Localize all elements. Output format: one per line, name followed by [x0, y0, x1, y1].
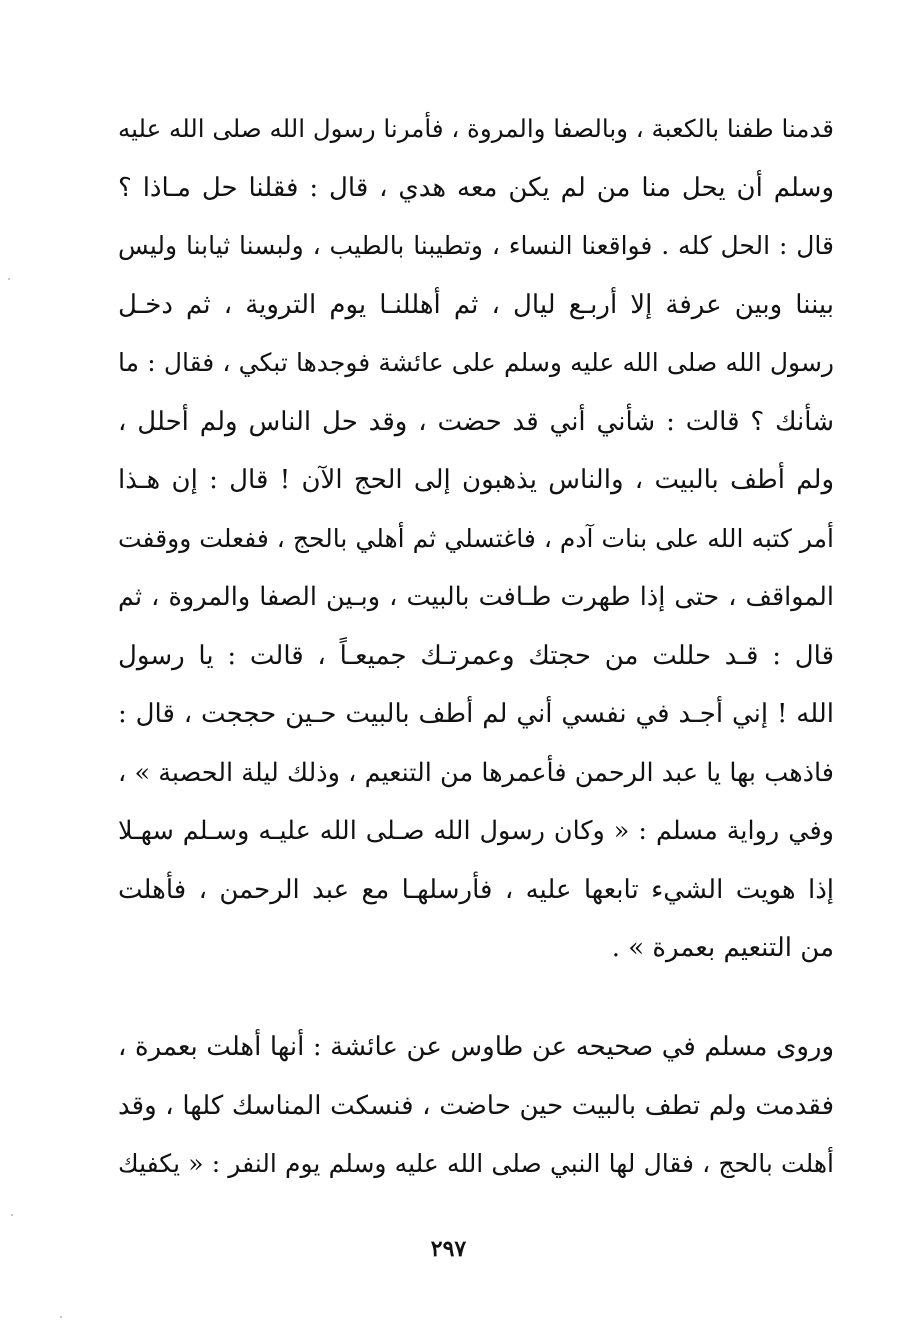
text-line: قال : الحل كله . فواقعنا النساء ، وتطيبنا بالطيب ، ولبسنا ثيابنا وليس: [118, 231, 834, 260]
text-line: وروى مسلم في صحيحه عن طاوس عن عائشة : أنها أهلت بعمرة ،: [118, 1032, 834, 1062]
text-line: قال : قـد حللت من حجتك وعمرتـك جميعـاً ، قالت : يا رسول: [118, 640, 834, 671]
text-line: وسلم أن يحل منا من لم يكن معه هدي ، قال : فقلنا حل مـاذا ؟: [118, 172, 834, 203]
text-line: وفي رواية مسلم : « وكان رسول الله صـلى الله عليـه وسـلم سهـلا: [118, 816, 834, 846]
page-number: ٢٩٧: [430, 1236, 467, 1262]
text-line: فقدمت ولم تطف بالبيت حين حاضت ، فنسكت المناسك كلها ، وقد: [118, 1090, 834, 1121]
text-line: رسول الله صلى الله عليه وسلم على عائشة فوجدها تبكي ، فقال : ما: [118, 348, 834, 377]
paragraph-hadith-narration: [118, 100, 834, 978]
text-line: بيننا وبين عرفة إلا أربـع ليال ، ثم أهللنـا يوم التروية ، ثم دخـل: [118, 289, 834, 320]
text-line: قدمنا طفنا بالكعبة ، وبالصفا والمروة ، فأمرنا رسول الله صلى الله عليه: [118, 114, 834, 143]
text-line: شأنك ؟ قالت : شأني أني قد حضت ، وقد حل الناس ولم أحلل ،: [118, 406, 834, 437]
scan-speck: [8, 278, 10, 280]
scan-speck: [11, 1214, 13, 1216]
text-line: أهلت بالحج ، فقال لها النبي صلى الله عليه وسلم يوم النفر : « يكفيك: [118, 1149, 834, 1178]
text-line: ولم أطف بالبيت ، والناس يذهبون إلى الحج الآن ! قال : إن هـذا: [118, 465, 834, 495]
text-line: الله ! إني أجـد في نفسي أني لم أطف بالبيت حـين حججت ، قال :: [118, 699, 834, 729]
text-line: فاذهب بها يا عبد الرحمن فأعمرها من التنعيم ، وذلك ليلة الحصبة » ،: [118, 757, 834, 788]
scan-speck: [60, 1316, 62, 1318]
text-line: المواقف ، حتى إذا طهرت طـافت بالبيت ، وبـين الصفا والمروة ، ثم: [118, 582, 834, 612]
text-line: من التنعيم بعمرة » .: [611, 933, 834, 963]
paragraph-muslim-narration: [118, 1018, 834, 1194]
text-line: إذا هويت الشيء تابعها عليه ، فأرسلهـا مع عبد الرحمن ، فأهلت: [118, 874, 834, 905]
text-line: أمر كتبه الله على بنات آدم ، فاغتسلي ثم أهلي بالحج ، ففعلت ووقفت: [118, 523, 834, 553]
